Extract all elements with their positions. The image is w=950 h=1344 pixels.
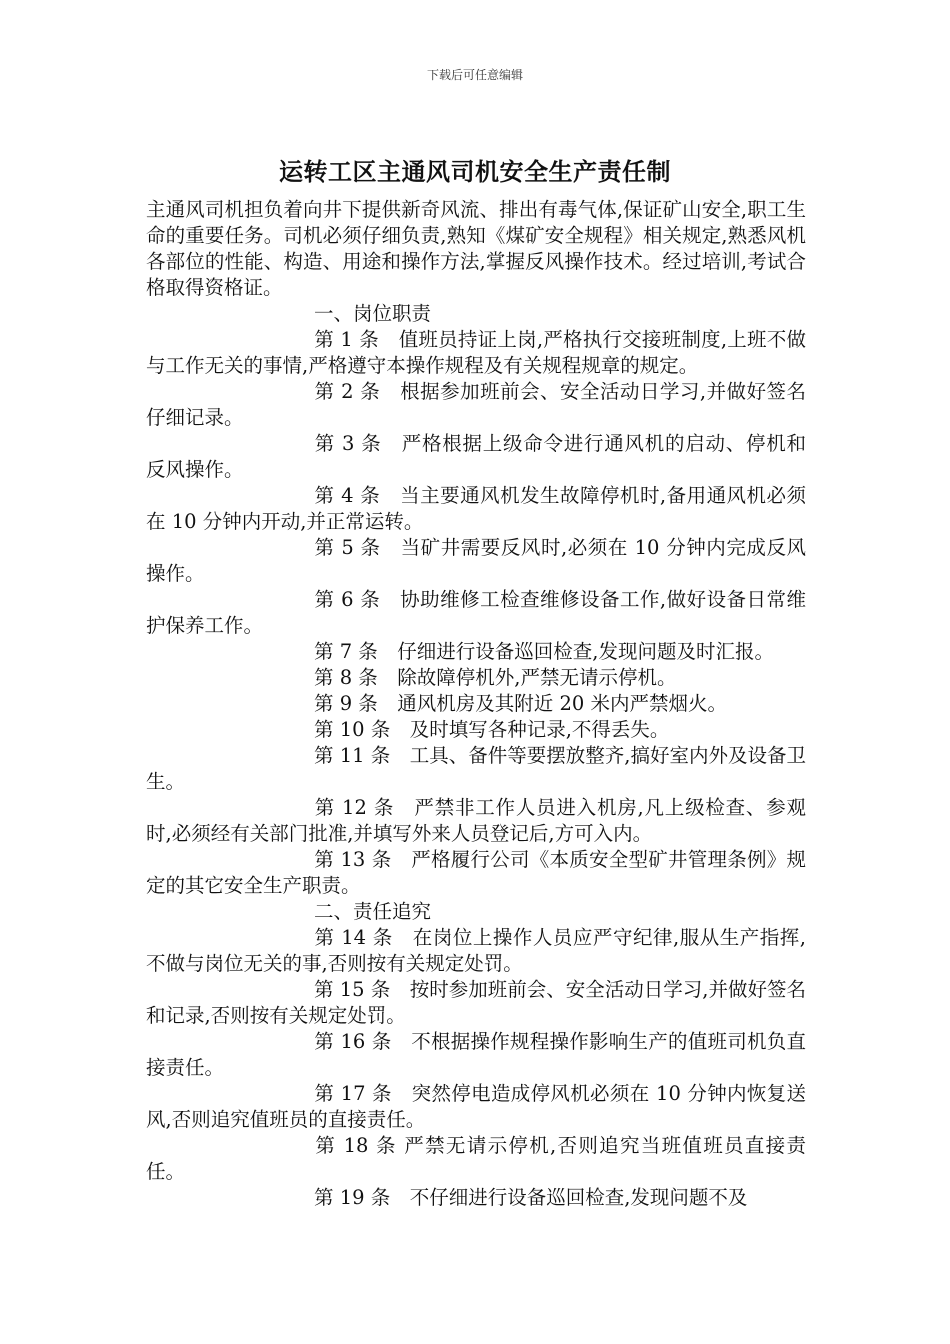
document-body [146,197,806,1211]
article-2: 第 2 条 根据参加班前会、安全活动日学习,并做好签名仔细记录。 [146,380,806,429]
article-5: 第 5 条 当矿井需要反风时,必须在 10 分钟内完成反风操作。 [146,536,806,585]
article-7: 第 7 条 仔细进行设备巡回检查,发现问题及时汇报。 [314,640,775,663]
section-heading-duties: 一、岗位职责 [314,302,432,325]
intro-paragraph: 主通风司机担负着向井下提供新奇风流、排出有毒气体,保证矿山安全,职工生命的重要任务。司机必须仔细负责,熟知《煤矿安全规程》相关规定,熟悉风机各部位的性能、构造、用途和操作方法,掌握反风操作技术。经过培训,考试合格取得资格证。 [146,198,806,299]
article-18: 第 18 条 严禁无请示停机,否则追究当班值班员直接责任。 [146,1134,806,1183]
article-17: 第 17 条 突然停电造成停风机必须在 10 分钟内恢复送风,否则追究值班员的直接责任。 [146,1082,806,1131]
article-10: 第 10 条 及时填写各种记录,不得丢失。 [314,718,670,741]
article-6: 第 6 条 协助维修工检查维修设备工作,做好设备日常维护保养工作。 [146,588,806,637]
document-title: 运转工区主通风司机安全生产责任制 [279,157,671,186]
article-4: 第 4 条 当主要通风机发生故障停机时,备用通风机必须在 10 分钟内开动,并正常运转。 [146,484,806,533]
article-1: 第 1 条 值班员持证上岗,严格执行交接班制度,上班不做与工作无关的事情,严格遵守本操作规程及有关规程规章的规定。 [146,328,806,377]
article-16: 第 16 条 不根据操作规程操作影响生产的值班司机负直接责任。 [146,1030,806,1079]
article-3: 第 3 条 严格根据上级命令进行通风机的启动、停机和反风操作。 [146,432,806,481]
article-13: 第 13 条 严格履行公司《本质安全型矿井管理条例》规定的其它安全生产职责。 [146,848,806,897]
article-9: 第 9 条 通风机房及其附近 20 米内严禁烟火。 [314,692,728,715]
page-header: 下载后可任意编辑 [426,68,523,82]
article-19: 第 19 条 不仔细进行设备巡回检查,发现问题不及 [314,1186,748,1209]
article-8: 第 8 条 除故障停机外,严禁无请示停机。 [314,666,677,689]
article-15: 第 15 条 按时参加班前会、安全活动日学习,并做好签名和记录,否则按有关规定处罚。 [146,978,806,1027]
article-12: 第 12 条 严禁非工作人员进入机房,凡上级检查、参观时,必须经有关部门批准,并填写外来人员登记后,方可入内。 [146,796,806,845]
article-11: 第 11 条 工具、备件等要摆放整齐,搞好室内外及设备卫生。 [146,744,806,793]
section-heading-accountability: 二、责任追究 [314,900,432,923]
article-14: 第 14 条 在岗位上操作人员应严守纪律,服从生产指挥,不做与岗位无关的事,否则按有关规定处罚。 [146,926,806,975]
